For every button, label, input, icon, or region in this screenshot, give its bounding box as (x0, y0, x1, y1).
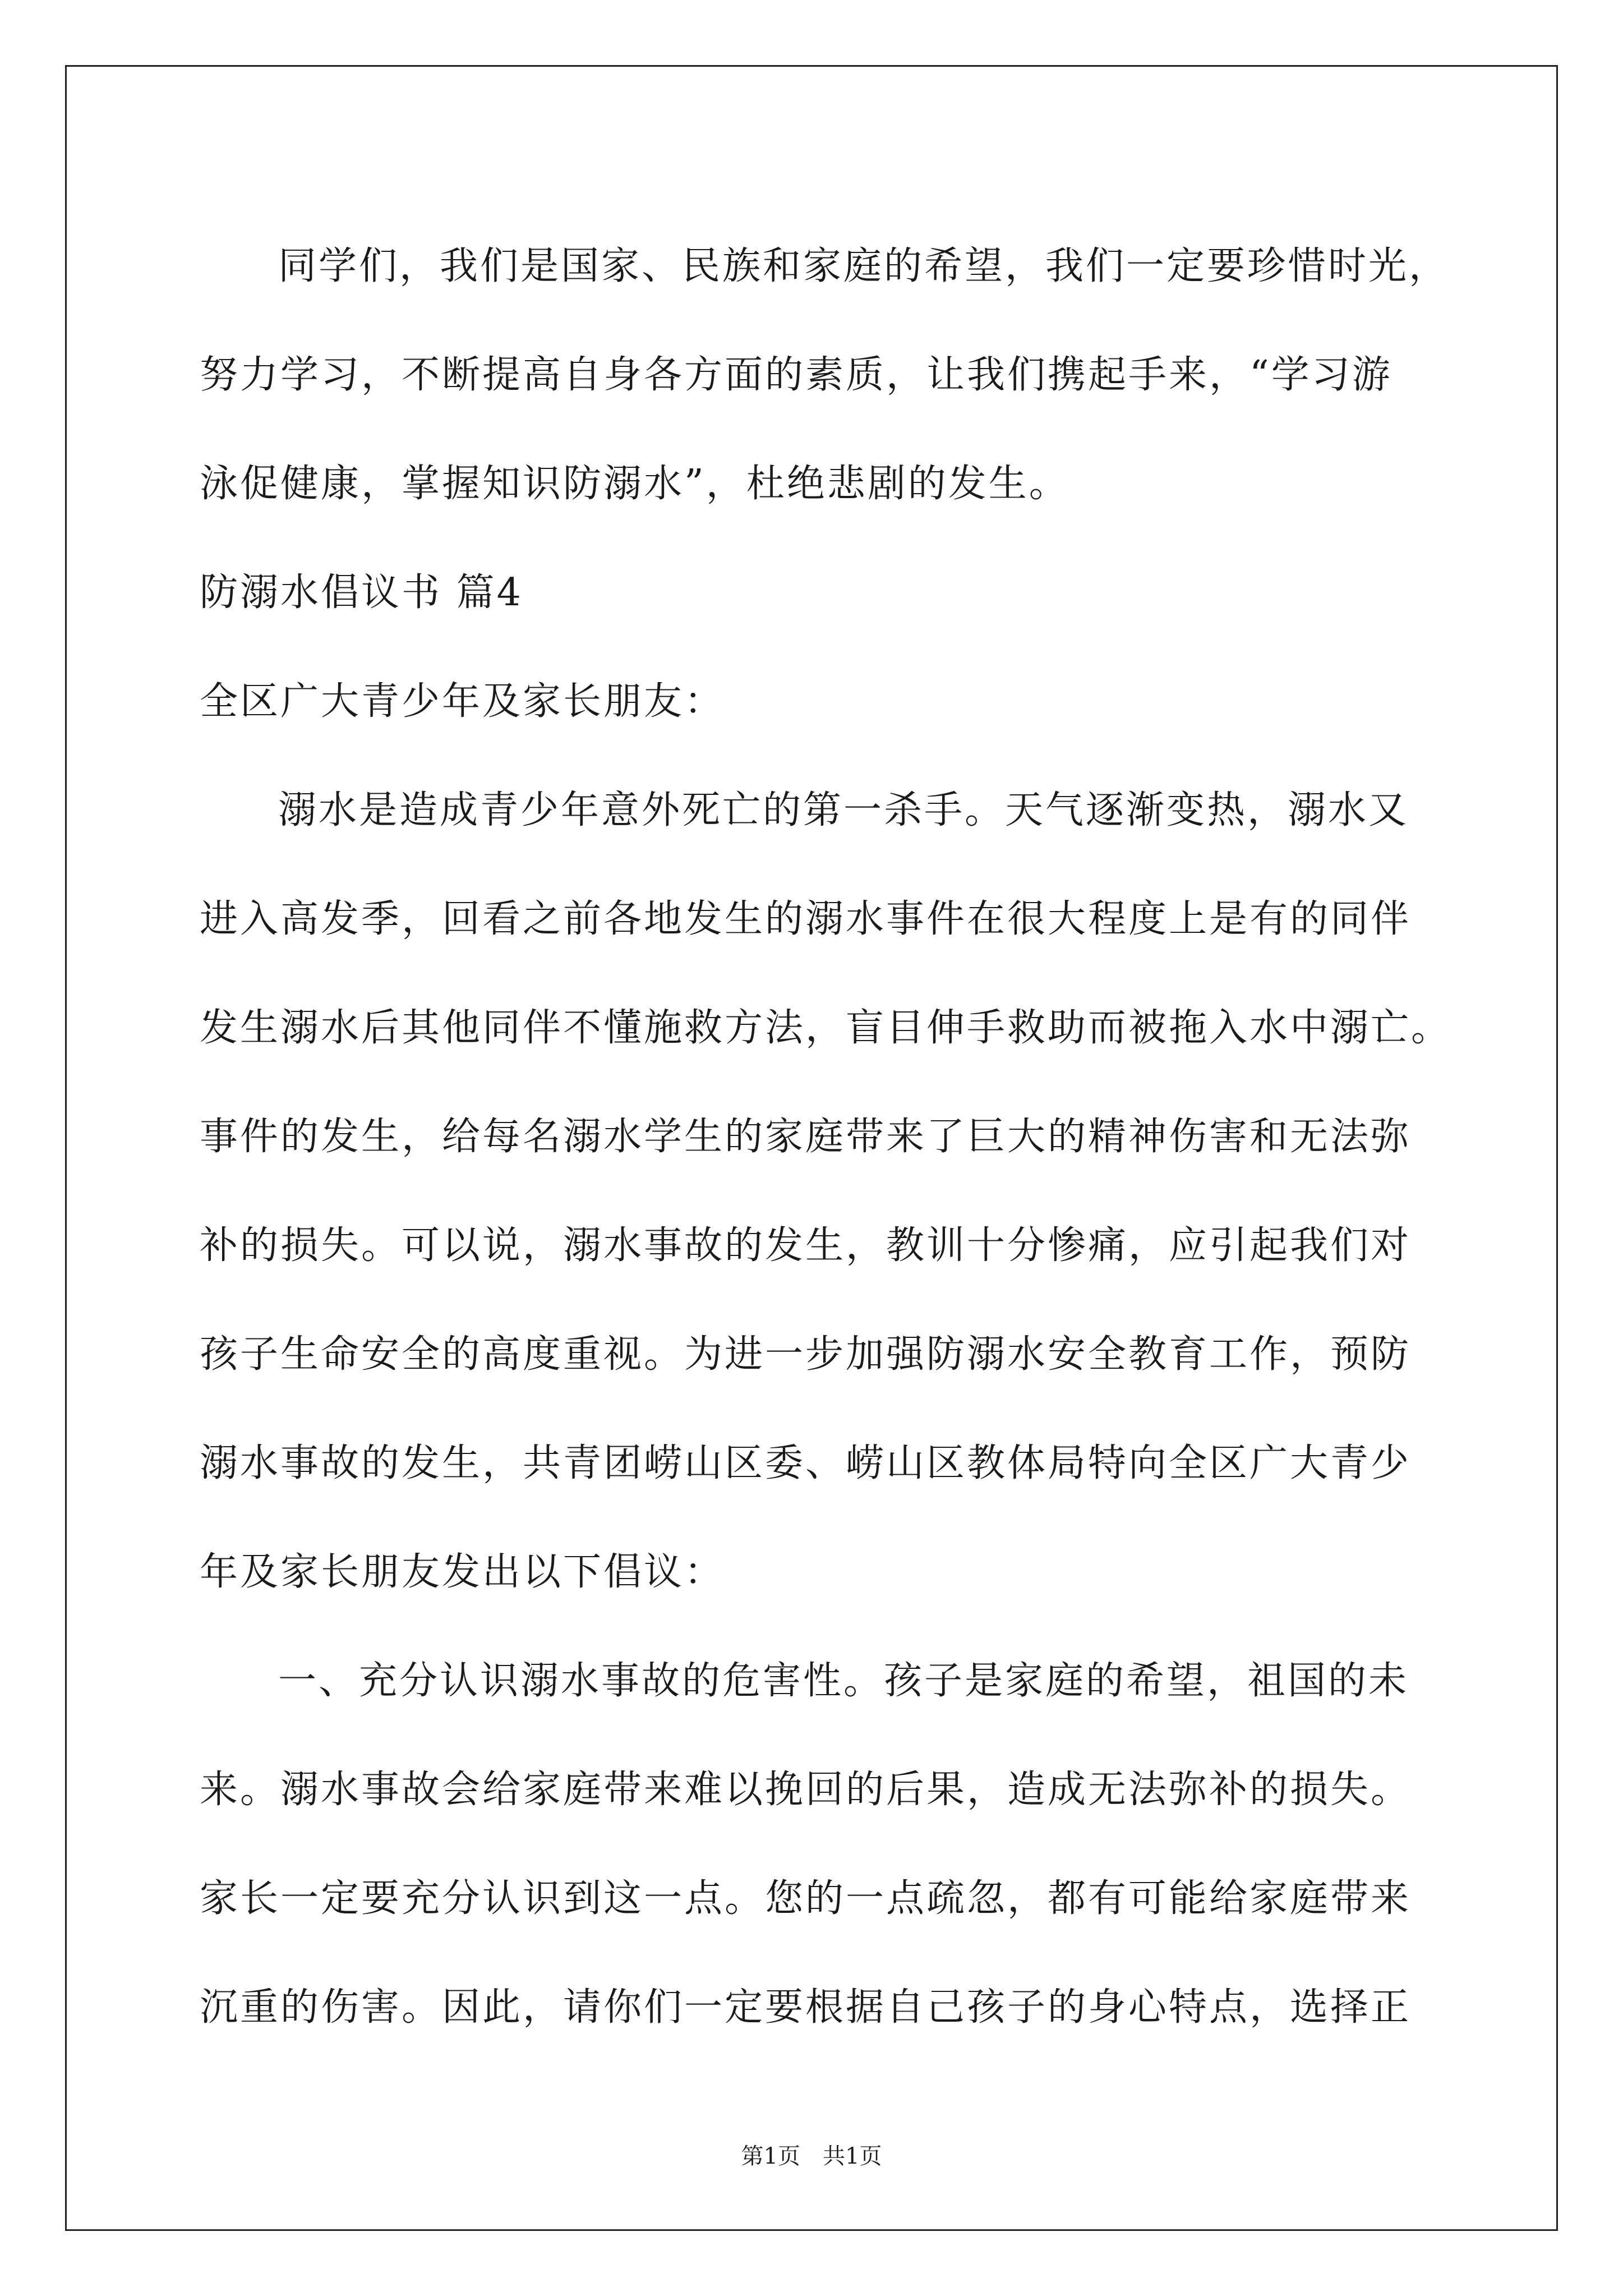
salutation: 全区广大青少年及家长朋友： (200, 679, 725, 724)
paragraph-line: 溺水事故的发生，共青团崂山区委、崂山区教体局特向全区广大青少 (200, 1441, 1412, 1485)
paragraph-line: 一、充分认识溺水事故的危害性。孩子是家庭的希望，祖国的未 (278, 1659, 1409, 1703)
paragraph-line: 同学们，我们是国家、民族和家庭的希望，我们一定要珍惜时光， (278, 244, 1450, 288)
paragraph-line: 泳促健康，掌握知识防溺水”，杜绝悲剧的发生。 (200, 462, 1069, 506)
section-heading: 防溺水倡议书 篇4 (200, 570, 523, 615)
paragraph-line: 溺水是造成青少年意外死亡的第一杀手。天气逐渐变热，溺水又 (278, 788, 1409, 832)
paragraph-line: 孩子生命安全的高度重视。为进一步加强防溺水安全教育工作，预防 (200, 1332, 1412, 1377)
paragraph-line: 发生溺水后其他同伴不懂施救方法，盲目伸手救助而被拖入水中溺亡。 (200, 1006, 1452, 1050)
document-body (200, 212, 1452, 2062)
paragraph-line: 来。溺水事故会给家庭带来难以挽回的后果，造成无法弥补的损失。 (200, 1768, 1412, 1812)
paragraph-line: 进入高发季，回看之前各地发生的溺水事件在很大程度上是有的同伴 (200, 897, 1412, 941)
paragraph-line: 事件的发生，给每名溺水学生的家庭带来了巨大的精神伤害和无法弥 (200, 1115, 1412, 1159)
paragraph-line: 努力学习，不断提高自身各方面的素质，让我们携起手来，“学习游 (200, 353, 1393, 397)
paragraph-line: 家长一定要充分认识到这一点。您的一点疏忽，都有可能给家庭带来 (200, 1876, 1412, 1921)
page-number: 第1页 共1页 (741, 2143, 882, 2169)
paragraph-line: 沉重的伤害。因此，请你们一定要根据自己孩子的身心特点，选择正 (200, 1985, 1412, 2030)
paragraph-line: 补的损失。可以说，溺水事故的发生，教训十分惨痛，应引起我们对 (200, 1223, 1412, 1268)
paragraph-line: 年及家长朋友发出以下倡议： (200, 1550, 725, 1594)
